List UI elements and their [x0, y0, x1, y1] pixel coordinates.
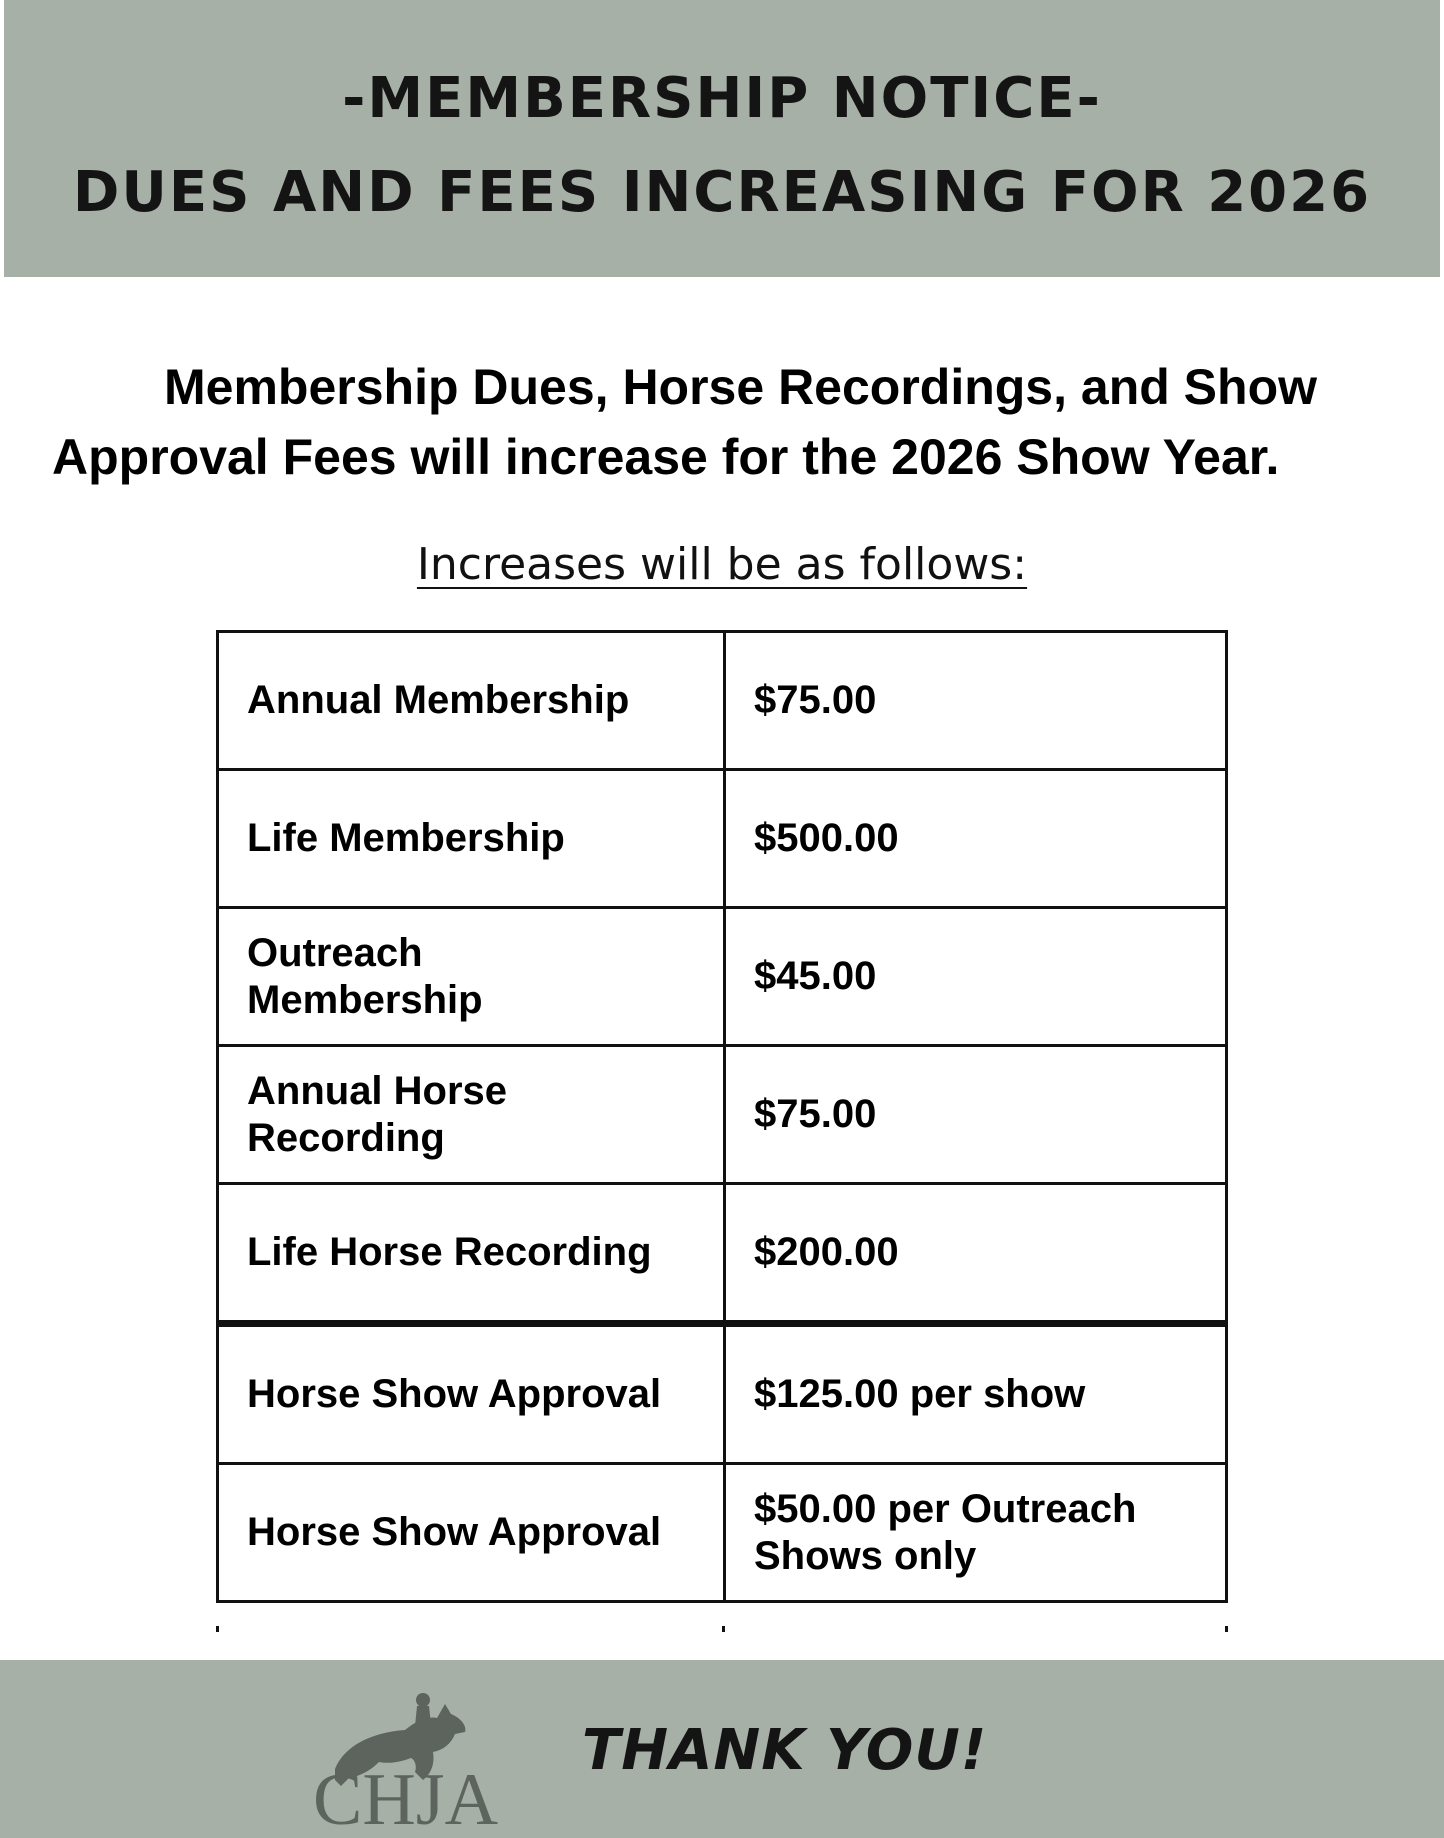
- fee-label: Outreach Membership: [218, 908, 725, 1046]
- table-border-tail: [1225, 1626, 1228, 1632]
- fee-amount: $125.00 per show: [725, 1324, 1227, 1464]
- table-row: [218, 1464, 1227, 1602]
- fee-amount: $75.00: [725, 632, 1227, 770]
- table-row: [218, 1184, 1227, 1324]
- fee-label: Annual Horse Recording: [218, 1046, 725, 1184]
- fee-label: Horse Show Approval: [218, 1464, 725, 1602]
- table-row: [218, 1046, 1227, 1184]
- fee-table: [216, 630, 1228, 1603]
- fee-label: Horse Show Approval: [218, 1324, 725, 1464]
- fee-amount: $500.00: [725, 770, 1227, 908]
- fee-label: Life Membership: [218, 770, 725, 908]
- fee-label: Life Horse Recording: [218, 1184, 725, 1324]
- table-row: [218, 632, 1227, 770]
- fee-amount: $45.00: [725, 908, 1227, 1046]
- header-banner: [4, 0, 1440, 277]
- chja-logo-icon: [305, 1674, 515, 1834]
- logo-text: CHJA: [313, 1759, 499, 1834]
- table-row: [218, 1324, 1227, 1464]
- table-border-tail: [216, 1626, 219, 1632]
- increases-subheading: Increases will be as follows:: [416, 539, 1028, 590]
- fee-amount: $75.00: [725, 1046, 1227, 1184]
- intro-paragraph: Membership Dues, Horse Recordings, and Show Approval Fees will increase for the 2026 Show Year.: [52, 359, 1318, 485]
- notice-title: DUES AND FEES INCREASING FOR 2026: [72, 160, 1372, 225]
- table-row: [218, 770, 1227, 908]
- table-row: [218, 908, 1227, 1046]
- fee-amount: $50.00 per Outreach Shows only: [725, 1464, 1227, 1602]
- thank-you-text: THANK YOU!: [582, 1718, 988, 1783]
- footer-banner: [0, 1660, 1444, 1838]
- fee-amount: $200.00: [725, 1184, 1227, 1324]
- fee-label: Annual Membership: [218, 632, 725, 770]
- table-border-tail: [722, 1626, 725, 1632]
- notice-heading: -MEMBERSHIP NOTICE-: [342, 66, 1102, 131]
